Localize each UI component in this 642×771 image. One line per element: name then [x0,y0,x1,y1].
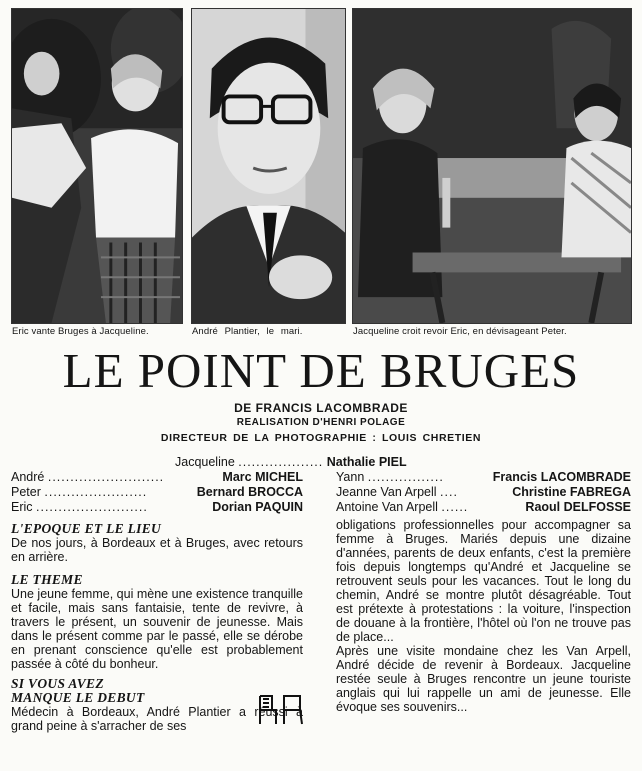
section-heading-epoque: L'EPOQUE ET LE LIEU [11,521,162,536]
section-text-theme: Une jeune femme, qui mène une existence tranquille et facile, mais sans fantaisie, tente de revivre, à travers le présent, un souvenir de jeunesse. Mais dans le présent comme par le passé, elle se dérobe en prenant conscience qu'elle est probablement passée à côté du bonheur. [11,587,303,671]
chairs-icon [256,694,306,726]
page-title: LE POINT DE BRUGES [62,343,580,398]
cast-row [11,470,303,485]
cast-role: André [11,470,45,484]
caption-photo-1: Eric vante Bruges à Jacqueline. [12,326,149,337]
cast-role: Jacqueline [175,455,235,469]
section-text-debut: Médecin à Bordeaux, André Plantier a réussi à grand peine à s'arracher de ses [11,705,303,733]
cast-row [336,485,631,500]
caption-photo-3: Jacqueline croit revoir Eric, en dévisageant Peter. [353,326,567,337]
section-text-epoque: De nos jours, à Bordeaux et à Bruges, avec retours en arrière. [11,536,303,564]
cast-dots: ....................... [44,485,148,499]
cast-actor: Bernard BROCCA [196,485,303,499]
section-heading-debut-1: SI VOUS AVEZ [11,676,104,691]
cast-dots: ................... [238,455,324,469]
cast-role: Jeanne Van Arpell [336,485,437,499]
cast-actor: Christine FABREGA [512,485,631,499]
cast-actor: Nathalie PIEL [326,455,407,469]
cast-actor: Dorian PAQUIN [212,500,303,514]
cast-actor: Raoul DELFOSSE [525,500,631,514]
right-column [336,518,631,714]
synopsis-text-1: obligations professionnelles pour accompagner sa femme à Bruges. Mariés depuis une dizaine d'années, parents de deux enfants, c'est la première fois depuis longtemps qu'André et Jacqueline se retrouvent seuls pour les vacances. Tout le long du chemin, André se montre plutôt désagréable. Tout est prétexte à protestations : la voiture, l'inspection de douane à la frontière, l'hôtel où l'on ne trouve pas de place... [336,518,631,644]
photo-eric-jacqueline [11,8,183,324]
cast-right [336,470,631,515]
cast-dots: ......................... [36,500,148,514]
section-heading-debut-2: MANQUE LE DEBUT [11,690,145,705]
cast-left [11,470,303,515]
cast-role: Peter [11,485,41,499]
synopsis-text-2: Après une visite mondaine chez les Van Arpell, André décide de revenir à Bordeaux. Jacqueline restée seule à Bruges rencontre un jeune touriste anglais qui lui rappelle un ami de jeunesse. Elle évoque ses souvenirs... [336,644,631,714]
cast-row [11,500,303,515]
cast-role: Antoine Van Arpell [336,500,438,514]
cast-row [11,485,303,500]
credit-director: REALISATION D'HENRI POLAGE [236,417,406,428]
cast-role: Eric [11,500,33,514]
photo-andre-plantier [191,8,346,324]
cast-dots: .... [440,485,458,499]
cast-actor: Francis LACOMBRADE [492,470,631,484]
photo-jacqueline-peter [352,8,632,324]
credit-author: DE FRANCIS LACOMBRADE [234,401,408,415]
cast-role: Yann [336,470,365,484]
cast-dots: ................. [367,470,444,484]
credit-photography: DIRECTEUR DE LA PHOTOGRAPHIE : LOUIS CHRETIEN [160,432,482,444]
cast-actor: Marc MICHEL [222,470,303,484]
cast-dots: ...... [441,500,469,514]
caption-photo-2: André Plantier, le mari. [192,326,303,337]
cast-row [336,500,631,515]
cast-dots: .......................... [47,470,165,484]
cast-lead [175,455,407,470]
cast-row [336,470,631,485]
section-heading-theme: LE THEME [11,572,83,587]
